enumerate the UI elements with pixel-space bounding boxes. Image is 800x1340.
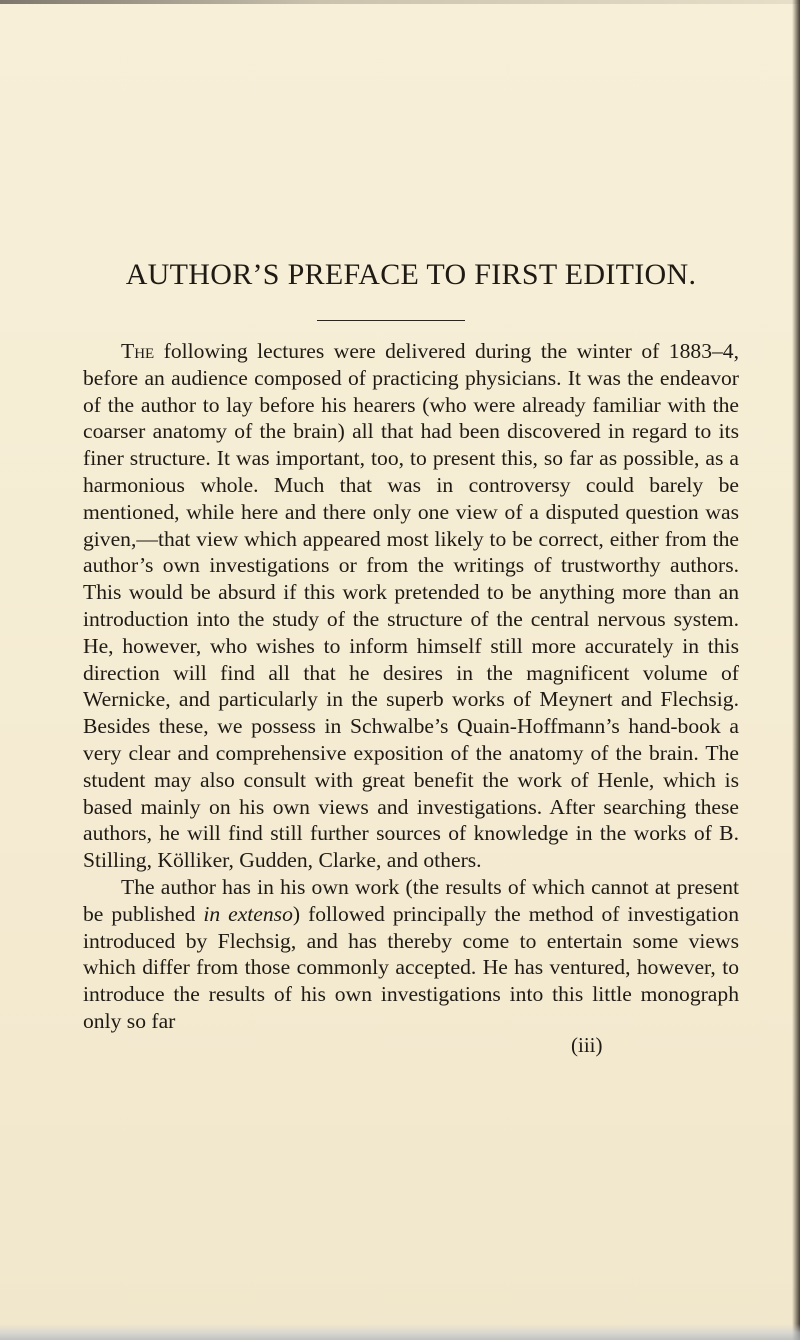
- paragraph-1-text: following lectures were delivered during the winter of 1883–4, before an audience composed of practicing physicians. It was the endeavor of the author to lay before his hearers (who were already familiar with the coarser anatomy of the brain) all that had been discovered in regard to its finer structure. It was important, too, to present this, so far as possible, as a harmonious whole. Much that was in controversy could barely be mentioned, while here and there only one view of a disputed question was given,—that view which appeared most likely to be correct, either from the author’s own investigations or from the writings of trustworthy authors. This would be absurd if this work pretended to be anything more than an introduction into the study of the structure of the central nervous system. He, however, who wishes to inform himself still more accurately in this direction will find all that he desires in the magnificent volume of Wernicke, and particularly in the superb works of Meynert and Flechsig. Besides these, we possess in Schwalbe’s Quain-Hoffmann’s hand-book a very clear and comprehensive exposition of the anatomy of the brain. The student may also consult with great benefit the work of Henle, which is based mainly on his own views and investigations. After searching these authors, he will find still further sources of knowledge in the works of B. Stilling, Kölliker, Gudden, Clarke, and others.: [83, 339, 739, 873]
- page-number: (iii): [571, 1033, 603, 1057]
- preface-body: [83, 338, 739, 1035]
- paragraph-2-italic-phrase: in extenso: [203, 901, 293, 926]
- paragraph-2-text-after: ) followed principally the method of investigation introduced by Flechsig, and has thereby come to entertain some views which differ from those commonly accepted. He has ventured, however, to introduce the results of his own investigations into this little monograph only so far: [83, 901, 740, 1033]
- paragraph-2: [83, 874, 739, 1035]
- paragraph-1-lead-word: The: [121, 339, 155, 363]
- page-bottom-edge: [0, 1324, 800, 1340]
- paragraph-1: [83, 338, 739, 874]
- page-right-edge-shadow: [792, 0, 800, 1340]
- paragraph-2-text-before: The author has in his own work (the results of which cannot at present be published: [83, 874, 739, 926]
- preface-heading: AUTHOR’S PREFACE TO FIRST EDITION.: [125, 258, 697, 291]
- page-top-edge-shadow: [0, 0, 800, 4]
- heading-divider-rule: [317, 320, 465, 321]
